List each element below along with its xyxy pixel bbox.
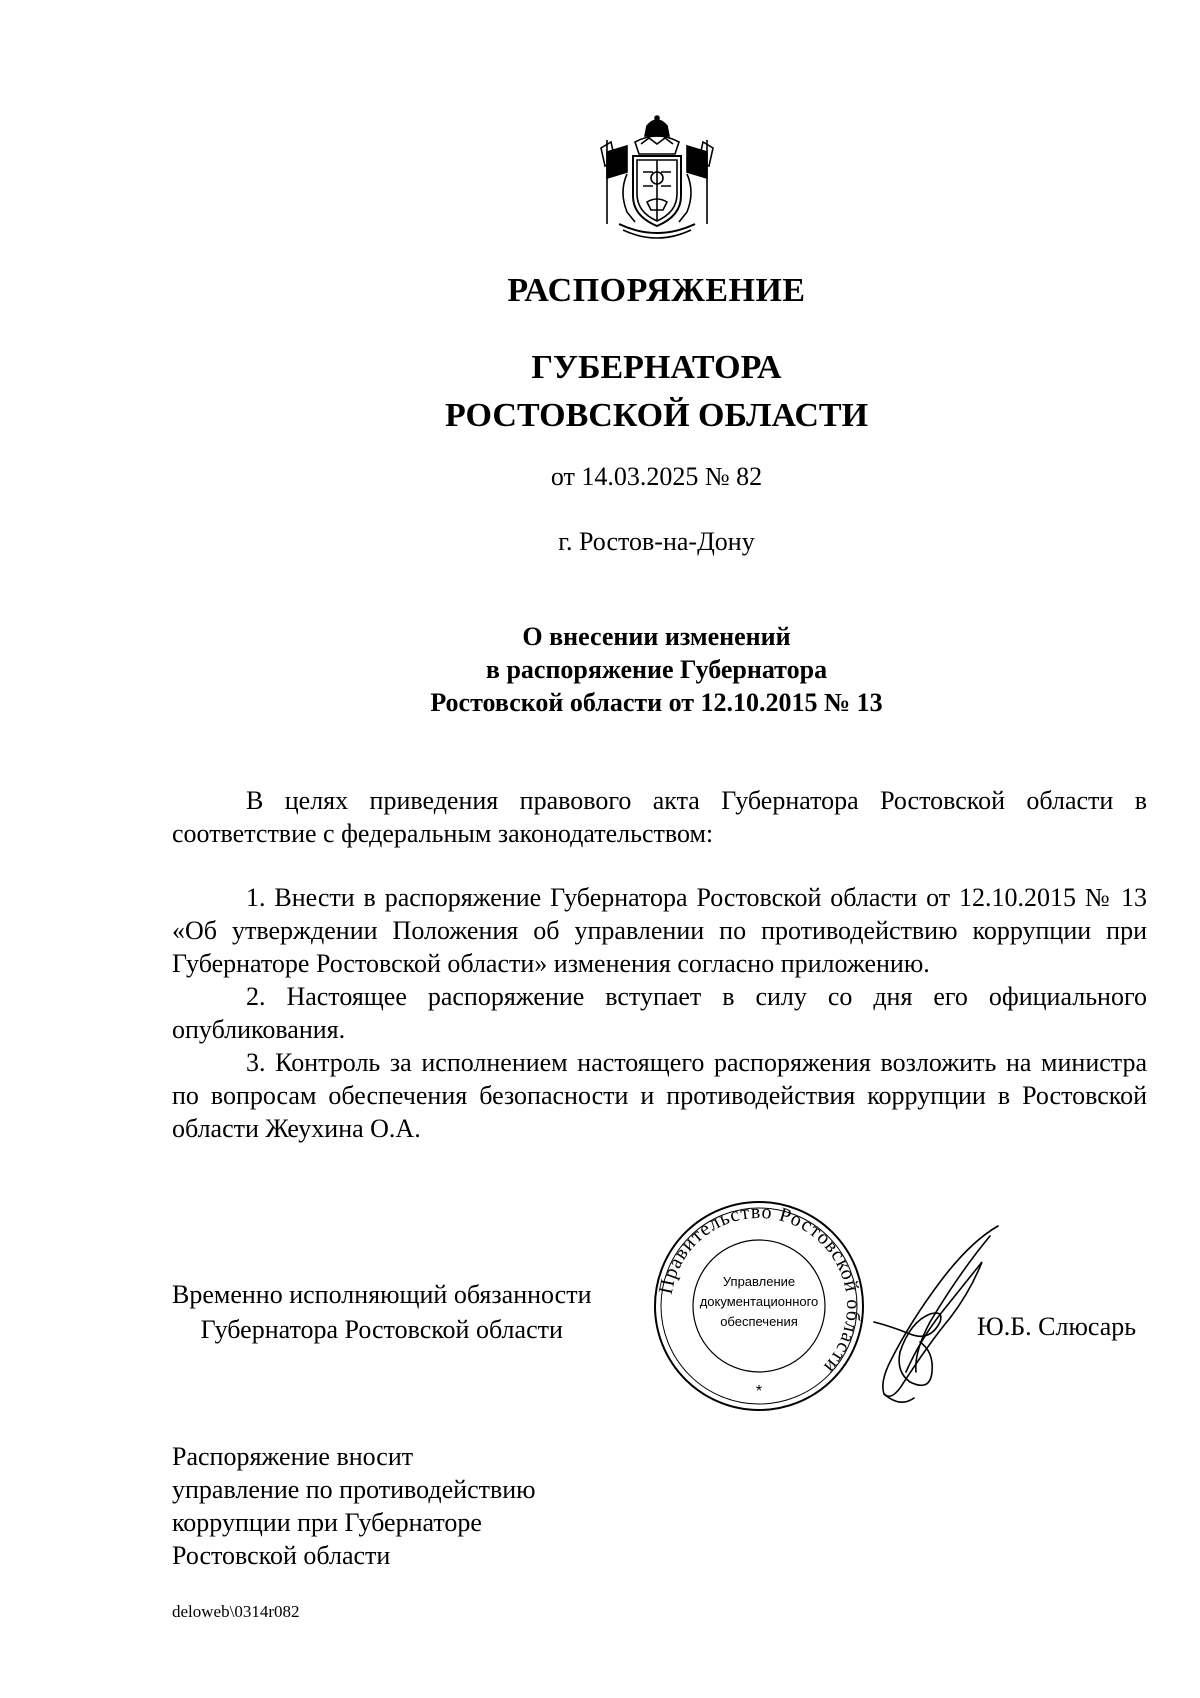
signer-name: Ю.Б. Слюсарь	[977, 1312, 1137, 1341]
coat-of-arms-icon	[597, 112, 717, 242]
issuer-line-2: РОСТОВСКОЙ ОБЛАСТИ	[444, 397, 869, 434]
document-type-title: РАСПОРЯЖЕНИЕ	[507, 272, 806, 309]
subject-line-1: О внесении изменений	[522, 622, 791, 651]
submitted-by-line-1: Распоряжение вносит	[172, 1442, 414, 1471]
submitted-by-line-3: коррупции при Губернаторе	[172, 1508, 482, 1537]
signer-position-line-2: Губернатора Ростовской области	[200, 1315, 563, 1344]
official-stamp	[652, 1196, 866, 1416]
signer-position-line-1: Временно исполняющий обязанности	[172, 1280, 592, 1309]
order-item: 3. Контроль за исполнением настоящего распоряжения возложить на министра по вопросам обеспечения безопасности и противодействия коррупции в Ростовской области Жеухина О.А.	[172, 1048, 1147, 1143]
stamp-outer-text: Правительство Ростовской области	[654, 1200, 865, 1379]
order-items	[172, 881, 1147, 1145]
subject-line-2: в распоряжение Губернатора	[485, 655, 828, 684]
order-item: 2. Настоящее распоряжение вступает в силу со дня его официального опубликования.	[172, 982, 1147, 1044]
issuer-title	[0, 344, 1200, 440]
issuer-line-1: ГУБЕРНАТОРА	[531, 349, 782, 386]
submitted-by-line-4: Ростовской области	[172, 1541, 391, 1570]
subject-line-3: Ростовской области от 12.10.2015 № 13	[430, 688, 883, 717]
order-item: 1. Внести в распоряжение Губернатора Ростовской области от 12.10.2015 № 13 «Об утверждении Положения об управлении по противодействию коррупции при Губернаторе Ростовской области» изменения согласно приложению.	[172, 883, 1147, 978]
submitted-by-line-2: управление по противодействию	[172, 1475, 536, 1504]
preamble-text: В целях приведения правового акта Губернатора Ростовской области в соответствие с федеральным законодательством:	[172, 786, 1147, 848]
stamp-star: *	[755, 1383, 763, 1400]
document-subject	[0, 620, 1200, 719]
stamp-inner-line-1: Управление	[722, 1274, 796, 1289]
stamp-inner-line-3: обеспечения	[720, 1314, 798, 1329]
preamble	[172, 784, 1147, 850]
stamp-inner-line-2: документационного	[699, 1294, 819, 1309]
document-city: г. Ростов-на-Дону	[558, 527, 755, 556]
document-date-number: от 14.03.2025 № 82	[550, 462, 763, 491]
svg-text:Правительство Ростовской облас	[655, 1201, 864, 1378]
document-registry-code: deloweb\0314r082	[172, 1602, 300, 1621]
signer-position	[172, 1277, 592, 1347]
submitted-by	[172, 1440, 536, 1572]
